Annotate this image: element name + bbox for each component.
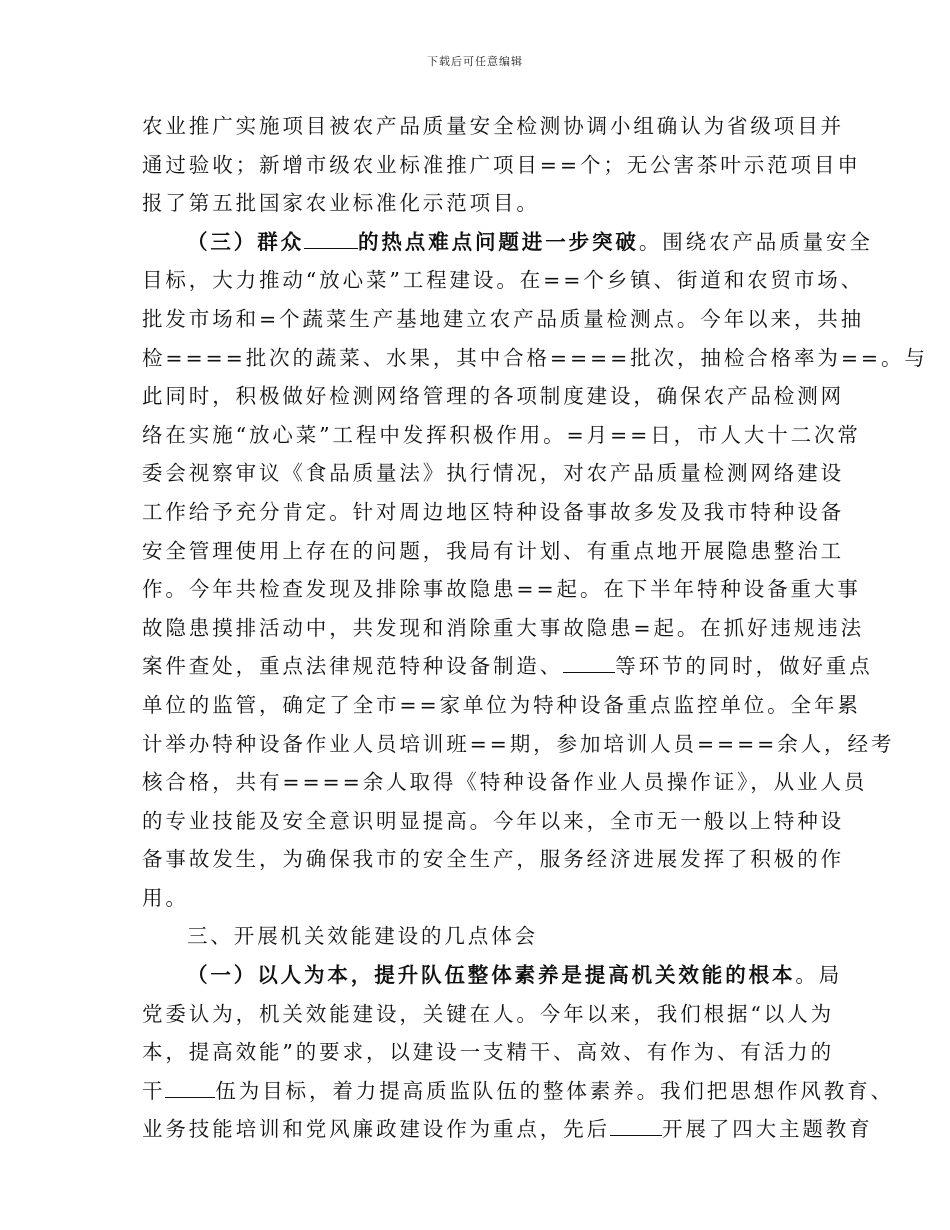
text-segment: 业务技能培训和党风廉政建设作为重点，先后 [142,1117,610,1142]
text-line: 备事故发生，为确保我市的安全生产，服务经济进展发挥了积极的作 [142,847,844,872]
fill-blank [165,1077,215,1098]
text-line: 本，提高效能”的要求，以建设一支精干、高效、有作为、有活力的 [142,1040,834,1065]
text-line: 此同时，积极做好检测网络管理的各项制度建设，确保农产品检测网 [142,384,844,409]
text-line: 目标，大力推动“放心菜”工程建设。在==个乡镇、街道和农贸市场、 [142,268,865,293]
page-header: 下载后可任意编辑 [427,55,523,68]
text-segment: 。围绕农产品质量安全 [638,229,873,254]
text-line: 通过验收；新增市级农业标准推广项目==个；无公害茶叶示范项目申 [142,152,861,177]
text-line [142,1072,895,1111]
fill-blank [304,228,358,249]
text-line [142,647,873,686]
text-segment: 。局 [795,963,843,988]
text-segment: 开展了四大主题教育 [662,1117,873,1142]
text-line: 检====批次的蔬菜、水果，其中合格====批次，抽检合格率为==。与 [142,345,928,370]
text-line: 计举办特种设备作业人员培训班==期，参加培训人员====余人，经考 [142,731,895,756]
fill-blank [563,652,615,673]
text-line: 核合格，共有====余人取得《特种设备作业人员操作证》，从业人员 [142,770,868,795]
text-line: 的专业技能及安全意识明显提高。今年以来，全市无一般以上特种设 [142,808,844,833]
section-heading: 三、开展机关效能建设的几点体会 [187,924,538,949]
subheading-line [142,223,873,262]
subheading-text: （一）以人为本，提升队伍整体素养是提高机关效能的根本 [187,963,796,988]
subheading-text: （三）群众 [187,229,304,254]
subheading-line [142,956,843,995]
document-body [142,107,928,1149]
text-segment: 案件查处，重点法律规范特种设备制造、 [142,654,564,679]
text-line: 安全管理使用上存在的问题，我局有计划、有重点地开展隐患整治工 [142,538,844,563]
text-line: 络在实施“放心菜”工程中发挥积极作用。=月==日，市人大十二次常 [142,422,861,447]
text-line: 党委认为，机关效能建设，关键在人。今年以来，我们根据“以人为 [142,1001,834,1026]
subheading-text: 的热点难点问题进一步突破 [358,229,639,254]
text-line: 单位的监管，确定了全市==家单位为特种设备重点监控单位。全年累 [142,692,861,717]
text-line: 故隐患摸排活动中，共发现和消除重大事故隐患=起。在抓好违规违法 [142,615,865,640]
text-line: 用。 [142,885,189,910]
text-line: 批发市场和=个蔬菜生产基地建立农产品质量检测点。今年以来，共抽 [142,306,865,331]
text-segment: 等环节的同时，做好重点 [615,654,873,679]
text-segment: 干 [142,1078,166,1103]
text-segment: 伍为目标，着力提高质监队伍的整体素养。我们把思想作风教育、 [215,1078,895,1103]
text-line: 农业推广实施项目被农产品质量安全检测协调小组确认为省级项目并 [142,114,844,138]
text-line: 工作给予充分肯定。针对周边地区特种设备事故多发及我市特种设备 [142,499,844,524]
text-line [142,1110,873,1149]
text-line: 作。今年共检查发现及排除事故隐患==起。在下半年特种设备重大事 [142,577,861,602]
text-line: 委会视察审议《食品质量法》执行情况，对农产品质量检测网络建设 [142,461,844,486]
fill-blank [610,1115,662,1136]
text-line: 报了第五批国家农业标准化示范项目。 [142,191,540,216]
